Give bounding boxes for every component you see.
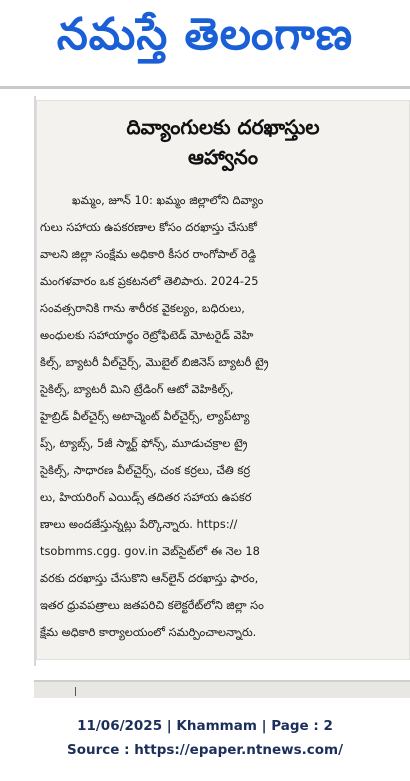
masthead (0, 0, 410, 80)
body-line: tsobmms.cgg. gov.in వెబ్‌సైట్‌లో ఈ నెల 18 (40, 544, 260, 558)
body-line: ణాలు అందజేస్తున్నట్లు పేర్కొన్నారు. https:// (40, 517, 238, 531)
headline-line-1: దివ్యాంగులకు దరఖాస్తుల (126, 115, 320, 139)
body-line: సైకిల్స్, బ్యాటరీ మిని ట్రేడింగ్ ఆటో వెహికిల్స్, (40, 382, 234, 396)
body-line: వాలని జిల్లా సంక్షేమ అధికారి కీసర రాంగోపాల్ రెడ్డి (40, 247, 257, 261)
body-line: సైకిల్స్, సాధారణ వీల్‌చైర్స్, చంక కర్రలు, చేతి కర్ర (40, 463, 251, 477)
body-line: కిల్స్, బ్యాటరీ వీల్‌చైర్స్, మొబైల్ బిజినెస్ బ్యాటరీ ట్రై (40, 355, 269, 369)
source-footer (0, 714, 410, 762)
article-body (40, 187, 406, 646)
clip-mark (75, 687, 76, 696)
next-clip-edge (34, 680, 410, 698)
body-line: లు, హియరింగ్ ఎయిడ్స్ తదితర సహాయ ఉపకర (40, 490, 252, 504)
body-line: సంవత్సరానికి గాను శారీరక వైకల్యం, బధిరులు, (40, 301, 245, 315)
article-headline (40, 112, 406, 172)
body-line: ఖమ్మం, జూన్ 10: ఖమ్మం జిల్లాలోని దివ్యాం (72, 193, 264, 207)
masthead-divider (0, 86, 410, 89)
body-line: అంధులకు సహాయార్థం రెట్రోఫిటెడ్ మోటరైడ్ వెహి (40, 328, 254, 342)
footer-source: Source : https://epaper.ntnews.com/ (66, 742, 344, 758)
body-line: ప్స్, ట్యాబ్స్, 5జీ స్మార్ట్ ఫోన్స్, మూడుచక్రాల ట్రై (40, 436, 248, 450)
body-line: వరకు దరఖాస్తు చేసుకొని ఆన్‌లైన్ దరఖాస్తు ఫారం, (40, 571, 259, 585)
body-line: ఇతర ధ్రువపత్రాలు జతపరిచి కలెక్టరేట్‌లోని జిల్లా సం (40, 598, 264, 612)
masthead-title: నమస్తే తెలంగాణ (56, 9, 354, 60)
headline-line-2: ఆహ్వానం (188, 145, 258, 169)
body-line: క్షేమ అధికారి కార్యాలయంలో సమర్పించాలన్నారు. (40, 625, 257, 639)
body-line: గులు సహాయ ఉపకరణాల కోసం దరఖాస్తు చేసుకో (40, 220, 257, 234)
body-line: మంగళవారం ఒక ప్రకటనలో తెలిపారు. 2024-25 (40, 274, 259, 288)
body-line: హైబ్రిడ్ వీల్‌చైర్స్ అటాచ్మెంట్ వీల్‌చైర్స్, ల్యాప్‌ట్యా (40, 409, 250, 423)
footer-date-edition: 11/06/2025 | Khammam | Page : 2 (77, 718, 333, 734)
